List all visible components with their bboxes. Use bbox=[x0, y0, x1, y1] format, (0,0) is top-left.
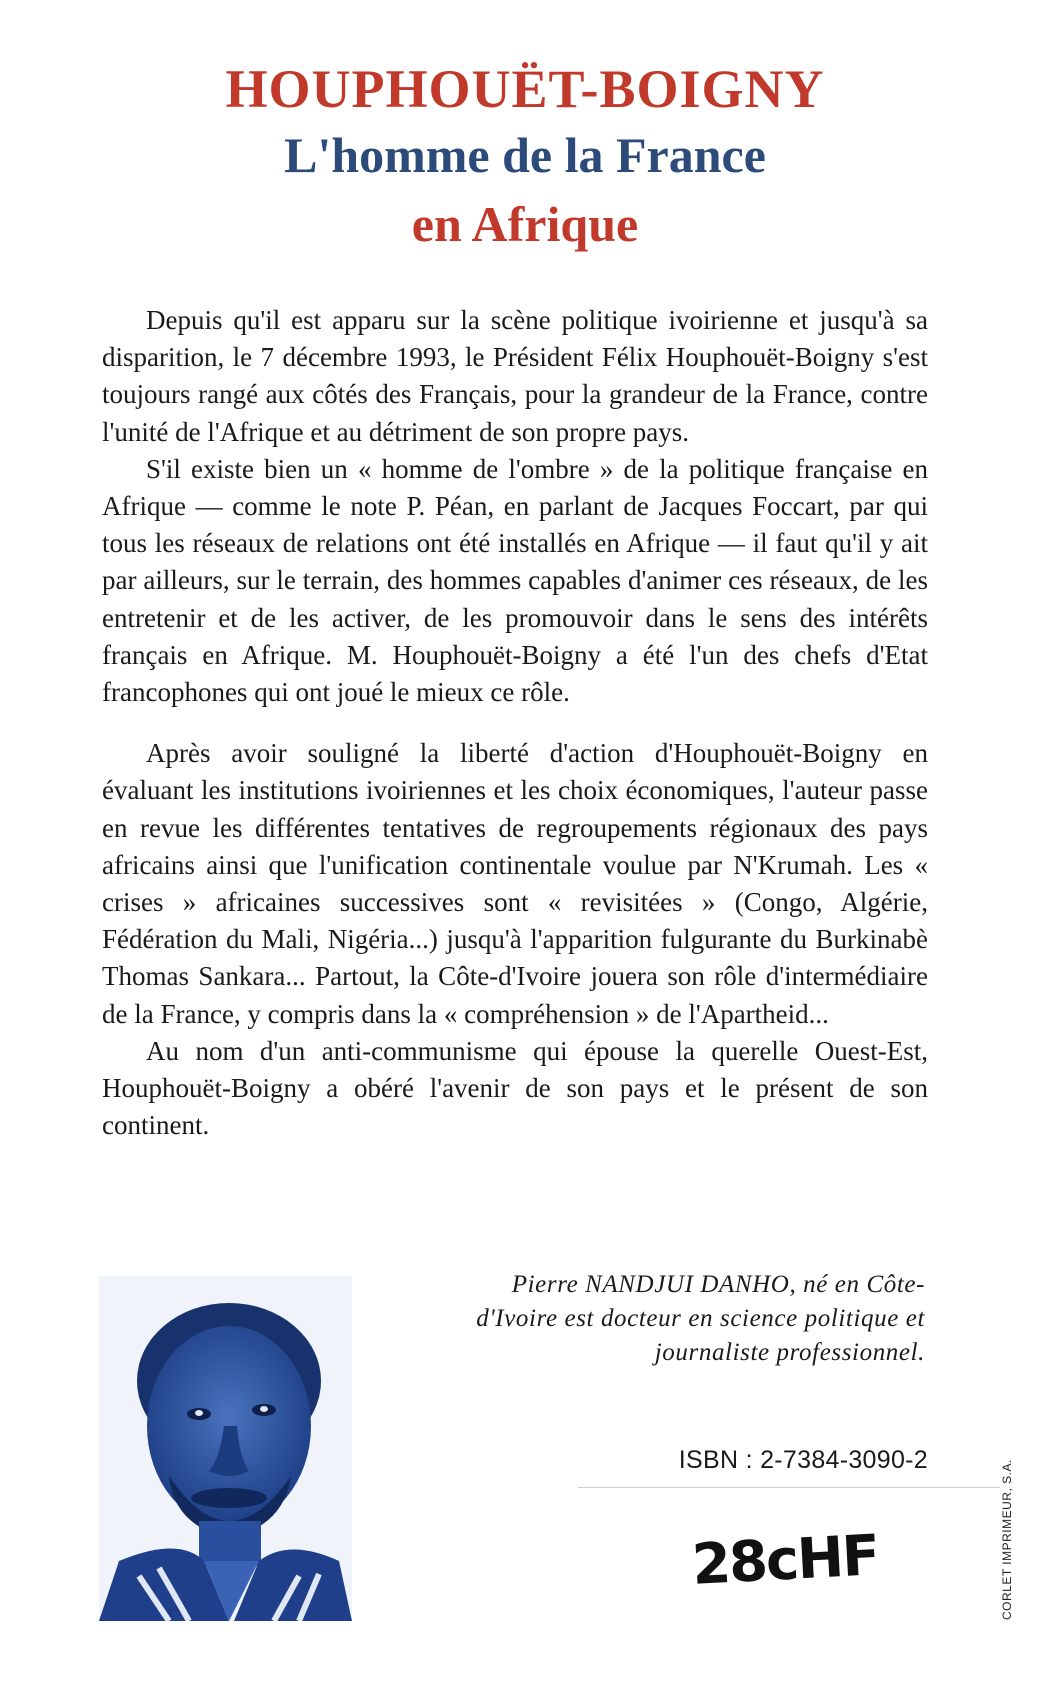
blurb-paragraph-2: S'il existe bien un « homme de l'ombre » de la politique française en Afrique — comme le note P. Péan, en parlant de Jacques Foccart, par qui tous les réseaux de relations ont été installés en Afrique — il faut qu'il y ait par ailleurs, sur le terrain, des hommes capables d'animer ces réseaux, de les entretenir et de les activer, de les promouvoir dans le sens des intérêts français en Afrique. M. Houphouët-Boigny a été l'un des chefs d'Etat francophones qui ont joué le mieux ce rôle. bbox=[102, 453, 928, 708]
author-name: Pierre NANDJUI DANHO bbox=[511, 1271, 790, 1298]
author-bio bbox=[455, 1268, 925, 1370]
book-subtitle-line2: en Afrique bbox=[411, 196, 639, 252]
author-description: , né en Côte-d'Ivoire est docteur en science politique et journaliste professionnel. bbox=[476, 1271, 925, 1366]
handwritten-price: 28cHF bbox=[690, 1523, 880, 1598]
divider bbox=[578, 1487, 1000, 1488]
title-block bbox=[0, 58, 1050, 258]
blurb-paragraph-1: Depuis qu'il est apparu sur la scène politique ivoirienne et jusqu'à sa disparition, le 7 décembre 1993, le Président Félix Houphouët-Boigny s'est toujours rangé aux côtés des Français, pour la grandeur de la France, contre l'unité de l'Afrique et au détriment de son propre pays. bbox=[102, 305, 928, 447]
author-photo bbox=[99, 1276, 352, 1621]
author-portrait-icon bbox=[99, 1276, 352, 1621]
blurb-paragraph-4: Au nom d'un anti-communisme qui épouse la querelle Ouest-Est, Houphouët-Boigny a obéré l'avenir de son pays et le présent de son continent. bbox=[102, 1035, 928, 1141]
book-subtitle-line1: L'homme de la France bbox=[284, 127, 766, 183]
isbn: ISBN : 2-7384-3090-2 bbox=[678, 1446, 928, 1474]
blurb-text bbox=[102, 302, 928, 1144]
blurb-paragraph-3: Après avoir souligné la liberté d'action d'Houphouët-Boigny en évaluant les institutions ivoiriennes et les choix économiques, l'auteur passe en revue les différentes tentatives de regroupements régionaux des pays africains ainsi que l'unification continentale voulue par N'Krumah. Les « crises » africaines successives sont « revisitées » (Congo, Algérie, Fédération du Mali, Nigéria...) jusqu'à l'apparition fulgurante du Burkinabè Thomas Sankara... Partout, la Côte-d'Ivoire jouera son rôle d'intermédiaire de la France, y compris dans la « compréhension » de l'Apartheid... bbox=[102, 738, 928, 1029]
book-title: HOUPHOUËT-BOIGNY bbox=[225, 59, 825, 119]
printer-credit: CORLET IMPRIMEUR, S.A. bbox=[1000, 1459, 1014, 1620]
